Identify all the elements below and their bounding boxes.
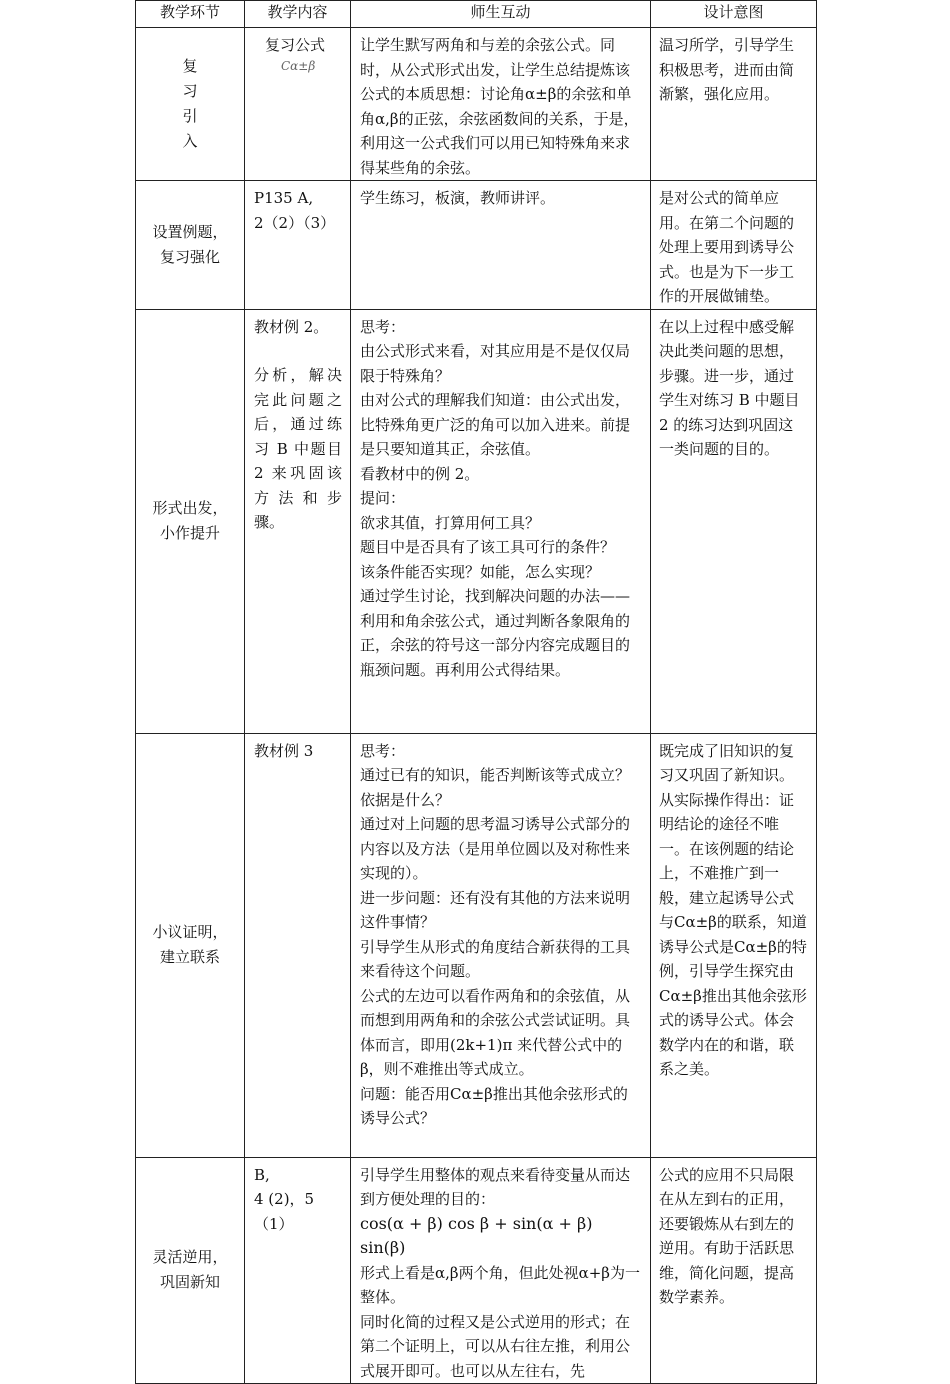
- stage-cell: 小议证明， 建立联系: [136, 733, 245, 1157]
- stage-cell: 形式出发， 小作提升: [136, 309, 245, 733]
- stage-cell: 灵活逆用， 巩固新知: [136, 1157, 245, 1384]
- content-cell: 教材例 2。 分析，解决完此问题之后，通过练习 B 中题目 2 来巩固该方法和步骤。: [245, 309, 351, 733]
- table-row: [136, 733, 817, 1157]
- interaction-cell: 学生练习，板演，教师讲评。: [351, 181, 651, 310]
- header-interaction: 师生互动: [351, 1, 651, 28]
- stage-cell: 设置例题， 复习强化: [136, 181, 245, 310]
- interaction-cell: 让学生默写两角和与差的余弦公式。同时，从公式形式出发，让学生总结提炼该公式的本质思想：讨论角α±β的余弦和单角α,β的正弦，余弦函数间的关系，于是，利用这一公式我们可以用已知特殊角来求得某些角的余弦。: [351, 28, 651, 181]
- header-row: [136, 1, 817, 28]
- table-row: [136, 28, 817, 181]
- header-intent: 设计意图: [651, 1, 817, 28]
- intent-cell: 是对公式的简单应用。在第二个问题的处理上要用到诱导公式。也是为下一步工作的开展做铺垫。: [651, 181, 817, 310]
- lesson-plan-table: [135, 0, 817, 1384]
- table-row: [136, 1157, 817, 1384]
- content-cell: 教材例 3: [245, 733, 351, 1157]
- interaction-cell: 引导学生用整体的观点来看待变量从而达到方便处理的目的： cos(α + β) cos β + sin(α + β) sin(β) 形式上看是α,β两个角，但此处视α+β为一整体。 同时化简的过程又是公式逆用的形式；在第二个证明上，可以从右往左推，利用公式展开即可。也可以从左往右，先: [351, 1157, 651, 1384]
- content-cell: P135 A, 2（2）（3）: [245, 181, 351, 310]
- content-cell: 复习公式 Cα±β: [245, 28, 351, 181]
- table-row: [136, 181, 817, 310]
- content-cell: B, 4 (2)，5（1）: [245, 1157, 351, 1384]
- intent-cell: 在以上过程中感受解决此类问题的思想，步骤。进一步，通过学生对练习 B 中题目 2 的练习达到巩固这一类问题的目的。: [651, 309, 817, 733]
- intent-cell: 温习所学，引导学生积极思考，进而由简渐繁，强化应用。: [651, 28, 817, 181]
- table-row: [136, 309, 817, 733]
- interaction-cell: 思考： 通过已有的知识，能否判断该等式成立？ 依据是什么？ 通过对上问题的思考温习诱导公式部分的内容以及方法（是用单位圆以及对称性来实现的）。 进一步问题：还有没有其他的方法来说明这件事情？ 引导学生从形式的角度结合新获得的工具来看待这个问题。 公式的左边可以看作两角和的余弦值，从而想到用两角和的余弦公式尝试证明。具体而言，即用(2k+1)π 来代替公式中的β，则不难推出等式成立。 问题：能否用Cα±β推出其他余弦形式的诱导公式？: [351, 733, 651, 1157]
- interaction-cell: 思考： 由公式形式来看，对其应用是不是仅仅局限于特殊角？ 由对公式的理解我们知道：由公式出发，比特殊角更广泛的角可以加入进来。前提是只要知道其正，余弦值。 看教材中的例 2。 提问： 欲求其值，打算用何工具？ 题目中是否具有了该工具可行的条件？ 该条件能否实现？如能，怎么实现？ 通过学生讨论，找到解决问题的办法——利用和角余弦公式，通过判断各象限角的正，余弦的符号这一部分内容完成题目的瓶颈问题。再利用公式得结果。: [351, 309, 651, 733]
- stage-cell: 复 习 引 入: [136, 28, 245, 181]
- header-stage: 教学环节: [136, 1, 245, 28]
- header-content: 教学内容: [245, 1, 351, 28]
- intent-cell: 公式的应用不只局限在从左到右的正用，还要锻炼从右到左的逆用。有助于活跃思维，简化问题，提高数学素养。: [651, 1157, 817, 1384]
- intent-cell: 既完成了旧知识的复习又巩固了新知识。从实际操作得出：证明结论的途径不唯一。在该例题的结论上，不难推广到一般，建立起诱导公式与Cα±β的联系，知道诱导公式是Cα±β的特例，引导学生探究由Cα±β推出其他余弦形式的诱导公式。体会数学内在的和谐，联系之美。: [651, 733, 817, 1157]
